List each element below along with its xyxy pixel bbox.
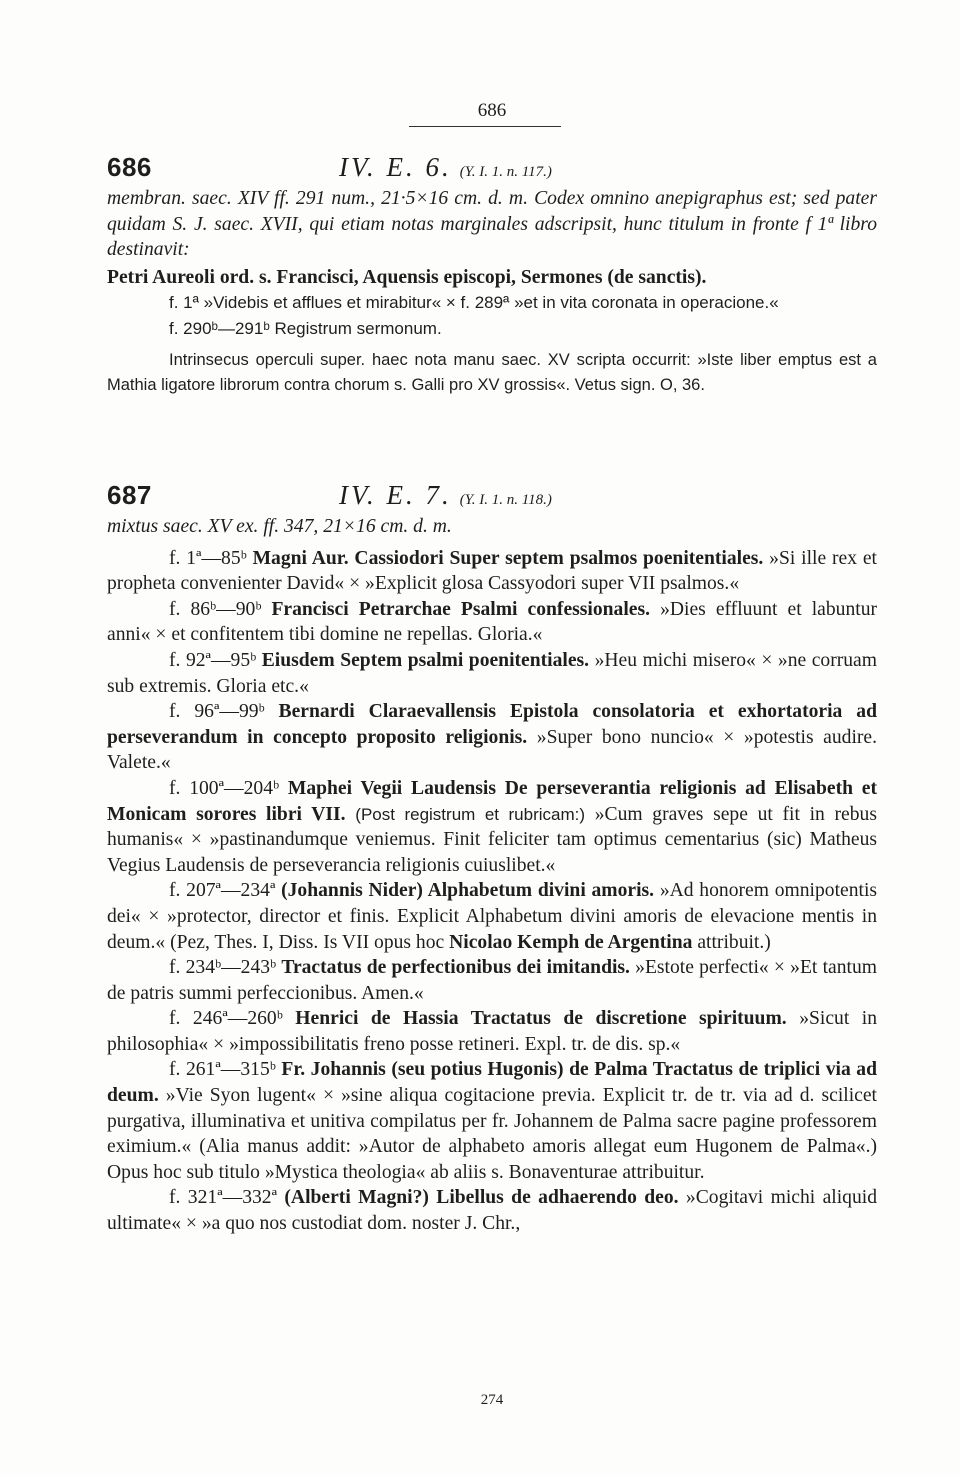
content-item: f. 321ª—332ª (Alberti Magni?) Libellus de adhaerendo deo. »Cogitavi michi aliquid ultimate« × »a quo nos custodiat dom. noster J. Chr., bbox=[107, 1187, 878, 1235]
entry-number: 687 bbox=[107, 480, 152, 510]
content-item: f. 234ᵇ—243ᵇ Tractatus de perfectionibus dei imitandis. »Estote perfecti« × »Et tantum de patris summi perfeccionibus. Amen.« bbox=[107, 957, 877, 1004]
header-rule bbox=[409, 126, 561, 127]
folio-line: f. 1ª »Videbis et afflues et mirabitur« × f. 289ª »et in vita coronata in operacione.« bbox=[169, 293, 779, 313]
entry-header bbox=[107, 152, 877, 186]
codex-description: mixtus saec. XV ex. ff. 347, 21×16 cm. d. m. bbox=[107, 516, 452, 537]
old-reference: (Y. I. 1. n. 118.) bbox=[459, 492, 552, 508]
folio-line: f. 290ᵇ—291ᵇ Registrum sermonum. bbox=[169, 318, 442, 338]
content-item: f. 86ᵇ—90ᵇ Francisci Petrarchae Psalmi confessionales. »Dies effluunt et labuntur anni« × et confitentem tibi domine ne repellas. Gloria.« bbox=[107, 598, 878, 646]
codex-description: membran. saec. XIV ff. 291 num., 21·5×16 cm. d. m. Codex omnino anepigraphus est; sed pater quidam S. J. saec. XVII, qui etiam notas marginales adscripsit, hunc titulum in fronte f 1ª libro destinavit: bbox=[107, 188, 877, 261]
page-number-bottom: 274 bbox=[480, 1392, 504, 1408]
entry-number: 686 bbox=[107, 152, 152, 182]
content-item: f. 100ª—204ᵇ Maphei Vegii Laudensis De perseverantia religionis ad Elisabeth et Monicam sorores libri VII. (Post registrum et rubricam:) »Cum graves sepe ut fit in rebus humanis« × »pastinandumque veniemus. Finit feliciter tam optimus cementarius (sic) Matheus Vegius Laudensis de perseverancia religionis cuiuslibet.« bbox=[107, 777, 877, 876]
binding-note: Intrinsecus operculi super. haec nota manu saec. XV scripta occurrit: »Iste liber emptus est a Mathia ligatore librorum contra chorum s. Galli pro XV grossis«. Vetus sign. O, 36. bbox=[107, 350, 877, 394]
codex-title: Petri Aureoli ord. s. Francisci, Aquensis episcopi, Sermones (de sanctis). bbox=[107, 266, 707, 288]
content-item: f. 246ª—260ᵇ Henrici de Hassia Tractatus de discretione spirituum. »Sicut in philosophia« × »impossibilitatis freno posse retineri. Expl. tr. de dis. sp.« bbox=[107, 1008, 878, 1055]
content-item: f. 261ª—315ᵇ Fr. Johannis (seu potius Hugonis) de Palma Tractatus de triplici via ad deum. »Vie Syon lugent« × »sine aliqua cogitacione previa. Explicit tr. de tr. via ad d. scilicet purgativa, illuminativa et unitiva compilatus per fr. Johannem de Palma sacre pagine professorem eximium.« (Alia manus addit: »Autor de alphabeto amoris allegat eum Hugonem de Palma«.) Opus hoc sub titulo »Mystica theologia« ab aliis s. Bonaventurae attribuitur. bbox=[107, 1059, 877, 1183]
shelf-signature: IV. E. 7. (Y. I. 1. n. 118.) bbox=[339, 480, 552, 510]
content-item: f. 1ª—85ᵇ Magni Aur. Cassiodori Super septem psalmos poenitentiales. »Si ille rex et propheta convenienter David« × »Explicit glosa Cassyodori super VII psalmos.« bbox=[107, 547, 877, 595]
entry-header bbox=[107, 480, 877, 514]
content-item: f. 96ª—99ᵇ Bernardi Claraevallensis Epistola consolatoria et exhortatoria ad perseverandum in concepto proposito religionis. »Super bono nuncio« × »potestis audire. Valete.« bbox=[107, 701, 878, 774]
entry-687 bbox=[107, 480, 877, 1237]
old-reference: (Y. I. 1. n. 117.) bbox=[459, 164, 552, 180]
shelf-signature: IV. E. 6. (Y. I. 1. n. 117.) bbox=[339, 152, 552, 182]
entry-686 bbox=[107, 152, 877, 398]
page-number-top: 686 bbox=[477, 100, 507, 121]
content-item: f. 207ª—234ª (Johannis Nider) Alphabetum divini amoris. »Ad honorem omnipotentis dei« × »protector, director et finis. Explicit Alphabetum divini amoris de elevacione mentis in deum.« (Pez, Thes. I, Diss. Is VII opus hoc Nicolao Kemph de Argentina attribuit.) bbox=[107, 880, 878, 953]
content-item: f. 92ª—95ᵇ Eiusdem Septem psalmi poenitentiales. »Heu michi misero« × »ne corruam sub extremis. Gloria etc.« bbox=[107, 649, 877, 697]
